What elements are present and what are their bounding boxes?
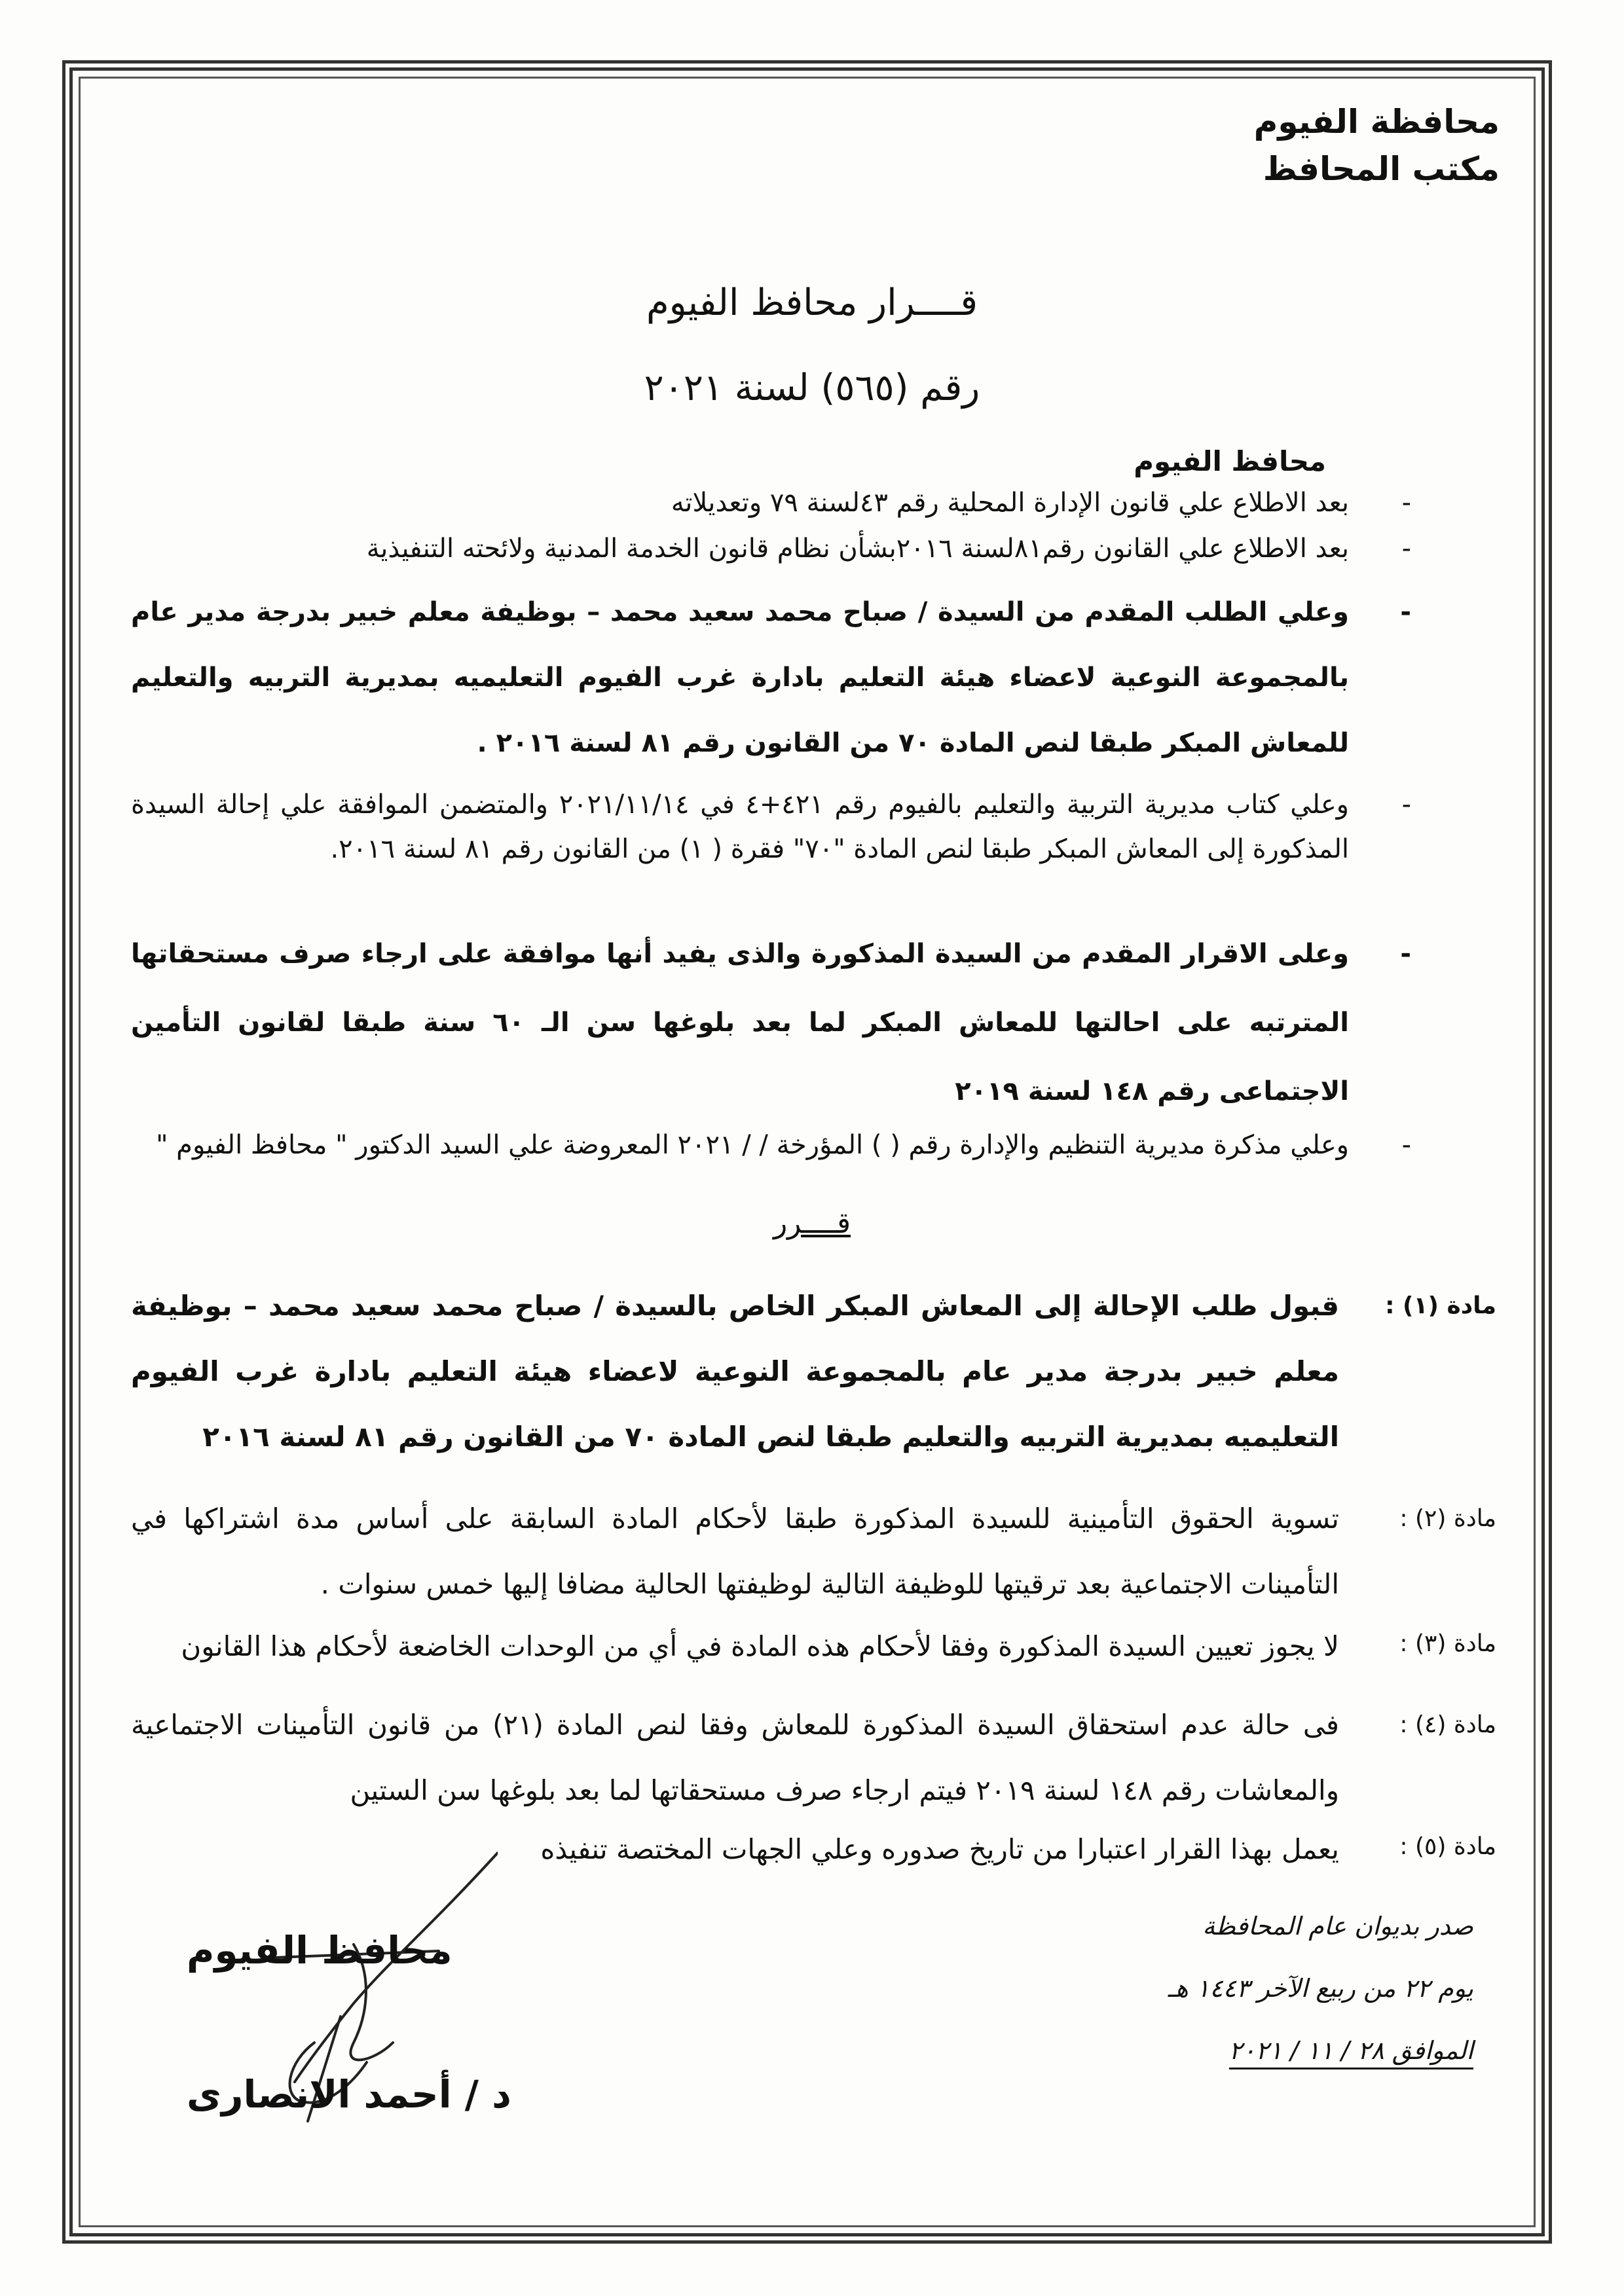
decree-title: قــــرار محافظ الفيوم: [646, 282, 978, 324]
article-text: لا يجوز تعيين السيدة المذكورة وفقا لأحكام هذه المادة في أي من الوحدات الخاضعة لأحكام هذا القانون: [181, 1630, 1339, 1662]
issue-hijri-date: يوم ٢٢ من ربيع الآخر ١٤٤٣ هـ: [1168, 1974, 1473, 2003]
issue-place: صدر بديوان عام المحافظة: [1202, 1912, 1473, 1941]
article-label: مادة (٢) :: [1399, 1505, 1496, 1532]
signer-name: د / أحمد الانصارى: [187, 2072, 511, 2117]
letterhead-governorate: محافظة الفيوم: [1253, 103, 1500, 141]
issue-gregorian-date: الموافق ٢٨ / ١١ / ٢٠٢١: [1229, 2036, 1473, 2069]
governor-label: محافظ الفيوم: [1134, 445, 1326, 477]
letterhead-office: مكتب المحافظ: [1263, 150, 1500, 188]
article-text: تسوية الحقوق التأمينية للسيدة المذكورة طبقا لأحكام المادة السابقة على أساس مدة اشتراكها في التأمينات الاجتماعية بعد ترقيتها للوظيفة التالية لوظيفتها الحالية مضافا إليها خمس سنوات .: [131, 1503, 1339, 1600]
article-4: [131, 1692, 1496, 1823]
preamble-item: - وعلي كتاب مديرية التربية والتعليم بالفيوم رقم ٤٢١+٤ في ٢٠٢١/١١/١٤ والمتضمن الموافقة علي إحالة السيدة المذكورة إلى المعاش المبكر طبقا لنص المادة "٧٠" فقرة ( ١) من القانون رقم ٨١ لسنة ٢٠١٦.: [131, 790, 1411, 864]
article-label: مادة (٥) :: [1399, 1833, 1496, 1860]
preamble-item: - وعلي الطلب المقدم من السيدة / صباح محمد سعيد محمد – بوظيفة معلم خبير بدرجة مدير عام بالمجموعة النوعية لاعضاء هيئة التعليم بادارة غرب الفيوم التعليميه بمديرية التربيه والتعليم للمعاش المبكر طبقا لنص المادة ٧٠ من القانون رقم ٨١ لسنة ٢٠١٦ .: [131, 597, 1411, 758]
article-text: قبول طلب الإحالة إلى المعاش المبكر الخاص بالسيدة / صباح محمد سعيد محمد – بوظيفة معلم خبير بدرجة مدير عام بالمجموعة النوعية لاعضاء هيئة التعليم بادارة غرب الفيوم التعليميه بمديرية التربيه والتعليم طبقا لنص المادة ٧٠ من القانون رقم ٨١ لسنة ٢٠١٦: [131, 1290, 1339, 1453]
decision-heading: قــــرر: [773, 1207, 851, 1240]
article-2: [131, 1486, 1496, 1617]
preamble-item: - بعد الاطلاع علي قانون الإدارة المحلية رقم ٤٣لسنة ٧٩ وتعديلاته: [671, 488, 1411, 518]
signer-title: محافظ الفيوم: [187, 1928, 452, 1973]
article-1: [131, 1273, 1496, 1470]
article-3: [131, 1630, 1496, 1662]
preamble-item: - وعلى الاقرار المقدم من السيدة المذكورة والذى يفيد أنها موافقة على ارجاء صرف مستحقاتها المترتبه على احالتها للمعاش المبكر لما بعد بلوغها سن الـ ٦٠ سنة طبقا لقانون التأمين الاجتماعى رقم ١٤٨ لسنة ٢٠١٩: [131, 939, 1411, 1106]
article-label: مادة (٤) :: [1399, 1711, 1496, 1738]
letterhead: [1254, 98, 1500, 192]
preamble-item: - بعد الاطلاع علي القانون رقم٨١لسنة ٢٠١٦بشأن نظام قانون الخدمة المدنية ولائحته التنفيذية: [366, 534, 1411, 564]
preamble-item: - وعلي مذكرة مديرية التنظيم والإدارة رقم ( ) المؤرخة / / ٢٠٢١ المعروضة علي السيد الدكتور " محافظ الفيوم ": [156, 1130, 1411, 1160]
decree-number: رقم (٥٦٥) لسنة ٢٠٢١: [644, 367, 980, 409]
article-text: يعمل بهذا القرار اعتبارا من تاريخ صدوره وعلي الجهات المختصة تنفيذه: [540, 1833, 1339, 1865]
article-label: مادة (٣) :: [1399, 1630, 1496, 1657]
issue-block: [1168, 1895, 1473, 2082]
article-text: فى حالة عدم استحقاق السيدة المذكورة للمعاش وفقا لنص المادة (٢١) من قانون التأمينات الاجتماعية والمعاشات رقم ١٤٨ لسنة ٢٠١٩ فيتم ارجاء صرف مستحقاتها لما بعد بلوغها سن الستين: [131, 1709, 1339, 1806]
article-label: مادة (١) :: [1385, 1292, 1496, 1319]
